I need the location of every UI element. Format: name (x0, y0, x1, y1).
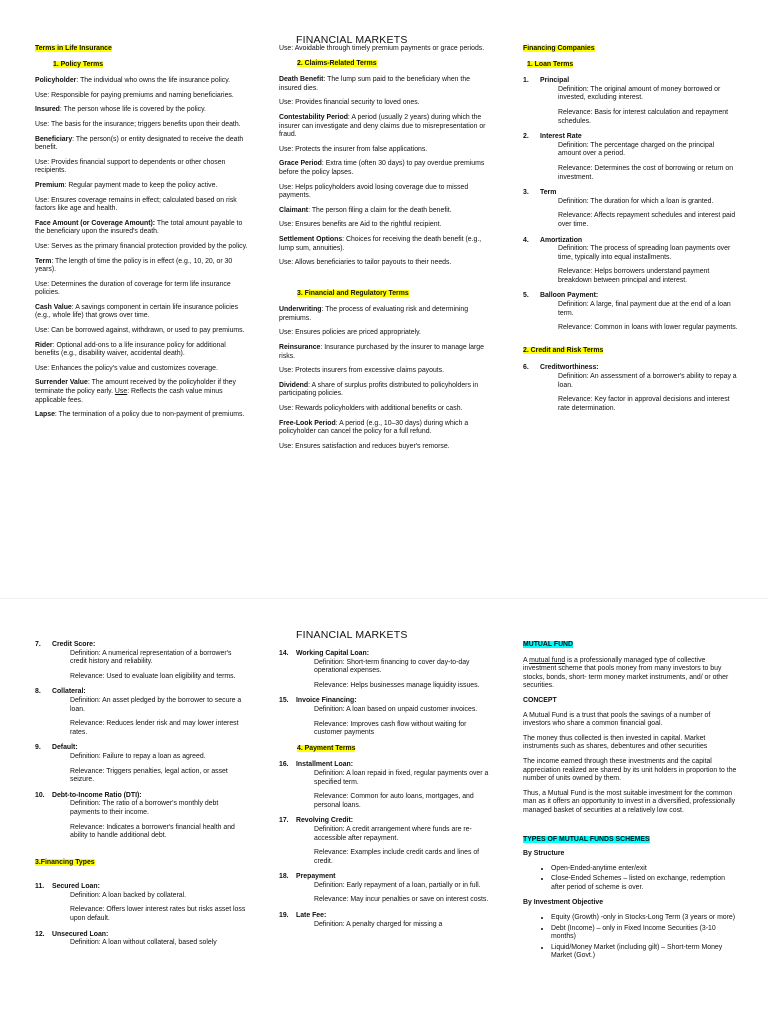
item-relevance: Relevance: Reduces lender risk and may lower interest rates. (70, 720, 239, 736)
item-number: 8. (35, 688, 41, 696)
item-number: 15. (279, 697, 289, 705)
bullet-item: • Equity (Growth) -only in Stocks-Long Term (3 years or more) (551, 914, 738, 923)
item-term: Unsecured Loan: (52, 930, 109, 938)
item-number: 4. (523, 236, 529, 244)
item-heading (35, 641, 250, 650)
item-relevance: Relevance: Helps businesses manage liquidity issues. (314, 681, 480, 689)
paragraph: A Mutual Fund is a trust that pools the savings of a number of investors who share a common financial goal. (523, 711, 711, 728)
item-heading (279, 817, 493, 826)
item-relevance: Relevance: Affects repayment schedules and interest paid over time. (558, 212, 736, 228)
item-number: 1. (523, 77, 529, 85)
term-name: Death Benefit (279, 76, 324, 84)
term-name: Policyholder (35, 77, 77, 85)
term-name: Lapse (35, 411, 55, 419)
document-page-2 (0, 598, 768, 1025)
item-definition: Definition: A penalty charged for missing a (314, 920, 443, 928)
use-text: Use: Protects the insurer from false applications. (279, 145, 428, 153)
term-entry (35, 182, 250, 191)
term-definition: : The individual who owns the life insurance policy. (76, 77, 231, 85)
use-text: Use: Ensures coverage remains in effect; calculated based on risk factors like age and health. (35, 196, 237, 213)
subsection-heading: 3.Financing Types (35, 858, 95, 866)
paragraph: Thus, a Mutual Fund is the most suitable investment for the common man as it offers an opportunity to invest in a diversified, professionally managed basket of securities at a relatively low cost. (523, 789, 736, 814)
term-entry (35, 106, 250, 115)
item-definition: Definition: A loan repaid in fixed, regular payments over a specified term. (314, 769, 489, 786)
term-entry (35, 304, 250, 321)
item-term: Balloon Payment: (540, 292, 599, 300)
item-relevance: Relevance: Offers lower interest rates but risks asset loss upon default. (70, 906, 246, 923)
term-definition: : The lump sum paid to the beneficiary when the insured dies. (279, 76, 470, 92)
item-definition: Definition: Early repayment of a loan, partially or in full. (314, 881, 481, 889)
term-definition: : The person(s) or entity designated to receive the death benefit. (35, 135, 244, 152)
item-definition: Definition: A loan backed by collateral. (70, 891, 187, 899)
item-term: Principal (540, 77, 570, 85)
item-definition: Definition: The duration for which a loan is granted. (558, 197, 714, 205)
item-term: Prepayment (296, 873, 336, 881)
use-text: Use: Ensures benefits are Aid to the rightful recipient. (279, 221, 442, 229)
item-definition: Definition: A loan without collateral, based solely (70, 939, 217, 947)
term-definition: : The person filing a claim for the death benefit. (308, 206, 452, 214)
term-name: Face Amount (or Coverage Amount): (35, 219, 156, 227)
bullet-item: • Open-Ended-anytime enter/exit (551, 865, 738, 874)
item-heading (523, 189, 738, 198)
item-definition: Definition: A credit arrangement where funds are re-accessible after repayment. (314, 825, 472, 842)
term-name: Contestability Period (279, 113, 348, 121)
term-entry (35, 220, 250, 237)
item-heading (35, 883, 250, 892)
list-item (523, 292, 738, 332)
item-number: 19. (279, 912, 289, 920)
item-relevance: Relevance: Improves cash flow without waiting for customer payments (314, 720, 467, 737)
item-relevance: Relevance: Examples include credit cards and lines of credit. (314, 849, 480, 865)
subsection-heading: 2. Credit and Risk Terms (523, 346, 604, 354)
use-text: Use: Helps policyholders avoid losing coverage due to missed payments. (279, 183, 469, 200)
term-entry (279, 306, 493, 323)
term-definition: : A share of surplus profits distributed to policyholders in participating policies. (279, 381, 479, 398)
item-number: 3. (523, 189, 529, 197)
term-entry (279, 207, 493, 216)
item-definition: Definition: A large, final payment due at the end of a loan term. (558, 301, 731, 317)
item-term: Credit Score: (52, 641, 96, 648)
term-entry (35, 258, 250, 275)
item-number: 7. (35, 641, 41, 648)
term-list (279, 76, 493, 268)
item-heading (35, 931, 250, 940)
item-relevance: Relevance: Used to evaluate loan eligibility and terms. (70, 672, 236, 680)
term-name: Beneficiary (35, 135, 73, 143)
list-item (35, 931, 250, 948)
term-entry (279, 76, 493, 93)
term-name: Grace Period (279, 160, 322, 168)
use-text: Use: Avoidable through timely premium payments or grace periods. (279, 45, 485, 52)
list-item (35, 688, 250, 737)
financing-column (523, 45, 738, 420)
section-heading: TYPES OF MUTUAL FUNDS SCHEMES (523, 835, 650, 843)
claims-column (279, 45, 493, 457)
mutual-fund-column (523, 641, 738, 968)
item-term: Working Capital Loan: (296, 650, 369, 657)
term-entry (279, 236, 493, 253)
intro-paragraph: A mutual fund is a professionally managed type of collective investment scheme that pools money from many investors to buy stocks, bonds, short- term money market instruments, and/ or other securities. (523, 656, 729, 690)
item-term: Default: (52, 744, 78, 752)
item-heading (279, 697, 493, 706)
life-insurance-column (35, 45, 250, 426)
item-term: Late Fee: (296, 912, 327, 920)
list-item (35, 883, 250, 923)
term-definition: : The process of evaluating risk and determining premiums. (279, 306, 469, 322)
item-term: Invoice Financing: (296, 697, 357, 705)
bullet-item: • Close-Ended Schemes – listed on exchange, redemption after period of scheme is over. (551, 875, 738, 892)
item-relevance: Relevance: Common for auto loans, mortgages, and personal loans. (314, 793, 474, 809)
page-title: FINANCIAL MARKETS (296, 34, 408, 46)
objective-heading: By Investment Objective (523, 899, 604, 907)
list-item (523, 77, 738, 126)
term-definition: : Choices for receiving the death benefit (e.g., lump sum, annuities). (279, 235, 482, 252)
item-number: 17. (279, 817, 289, 825)
use-text: Use: Ensures satisfaction and reduces buyer's remorse. (279, 442, 450, 450)
list-item (523, 189, 738, 229)
item-term: Creditworthiness: (540, 364, 599, 372)
use-text: Use: Enhances the policy's value and customizes coverage. (35, 364, 218, 372)
use-text: Use: Rewards policyholders with additional benefits or cash. (279, 405, 463, 413)
section-heading: Terms in Life Insurance (35, 45, 112, 52)
list-item (523, 364, 738, 413)
structure-heading: By Structure (523, 850, 565, 858)
item-relevance: Relevance: Helps borrowers understand payment breakdown between principal and interest. (558, 268, 710, 284)
term-definition: : A savings component in certain life insurance policies (e.g., whole life) that grows over time. (35, 303, 239, 320)
term-definition: : The person whose life is covered by the policy. (59, 106, 206, 114)
list-item (523, 133, 738, 182)
item-number: 10. (35, 791, 45, 799)
subsection-heading: 1. Policy Terms (53, 60, 104, 68)
item-definition: Definition: A numerical representation of a borrower's credit history and reliability. (70, 649, 232, 666)
use-text: Use: Can be borrowed against, withdrawn, or used to pay premiums. (35, 327, 245, 335)
item-number: 9. (35, 744, 41, 752)
term-entry (279, 420, 493, 437)
item-number: 6. (523, 364, 529, 372)
numbered-list (35, 883, 250, 948)
list-item (279, 761, 493, 810)
section-heading: Financing Companies (523, 45, 595, 52)
item-term: Amortization (540, 236, 583, 244)
term-name: Term (35, 257, 52, 265)
item-definition: Definition: The process of spreading loan payments over time, typically into equal installments. (558, 245, 731, 261)
term-name: Surrender Value (35, 379, 88, 387)
term-definition: : Optional add-ons to a life insurance policy for additional benefits (e.g., disability waiver, accidental death). (35, 341, 226, 358)
item-heading (279, 873, 493, 882)
use-text: Use: Responsible for paying premiums and naming beneficiaries. (35, 91, 234, 99)
item-relevance: Relevance: Indicates a borrower's financial health and ability to handle additional debt. (70, 823, 235, 840)
list-item (279, 912, 493, 929)
item-term: Term (540, 189, 557, 197)
item-heading (523, 237, 738, 246)
use-text: Use: Determines the duration of coverage for term life insurance policies. (35, 280, 231, 297)
term-list (279, 306, 493, 451)
item-relevance: Relevance: Triggers penalties, legal action, or asset seizure. (70, 767, 228, 784)
item-term: Debt-to-Income Ratio (DTI): (52, 791, 142, 799)
item-heading (35, 688, 250, 697)
term-entry (279, 160, 493, 177)
bullet-list (523, 865, 738, 893)
item-definition: Definition: The original amount of money borrowed or invested, excluding interest. (558, 85, 721, 102)
term-name: Reinsurance (279, 344, 321, 352)
list-item (279, 697, 493, 737)
term-definition: : Insurance purchased by the insurer to manage large risks. (279, 344, 484, 360)
use-label: Use (114, 388, 128, 396)
item-definition: Definition: The ratio of a borrower's monthly debt payments to their income. (70, 800, 219, 816)
paragraph: The income earned through these investments and the capital appreciation realized are shared by its unit holders in proportion to the number of units owned by them. (523, 757, 737, 783)
item-number: 18. (279, 873, 289, 881)
bullet-item: • Debt (Income) – only in Fixed Income Securities (3-10 months) (551, 925, 738, 942)
term-name: Cash Value (35, 303, 72, 311)
item-heading (35, 744, 250, 753)
paragraph: The money thus collected is then invested in capital. Market instruments such as shares, debentures and other securities (523, 734, 708, 751)
concept-heading: CONCEPT (523, 696, 557, 704)
payment-column (279, 650, 493, 936)
item-heading (35, 792, 250, 801)
subsection-heading: 3. Financial and Regulatory Terms (297, 289, 409, 297)
item-definition: Definition: The percentage charged on the principal amount over a period. (558, 141, 715, 158)
numbered-list (35, 641, 250, 841)
use-text: Use: Serves as the primary financial protection provided by the policy. (35, 242, 248, 250)
term-entry (35, 342, 250, 359)
item-number: 5. (523, 292, 529, 300)
item-number: 2. (523, 133, 529, 141)
mutual-fund-link[interactable]: mutual fund (529, 656, 566, 664)
bullet-item: • Liquid/Money Market (including gilt) – Short-term Money Market (Govt.) (551, 944, 738, 961)
paragraph-list (523, 712, 738, 816)
term-name: Free-Look Period (279, 419, 336, 427)
subsection-heading: 2. Claims-Related Terms (297, 59, 377, 67)
use-text: Use: Protects insurers from excessive claims payouts. (279, 367, 445, 375)
use-text: Use: The basis for the insurance; triggers benefits upon their death. (35, 120, 241, 128)
term-definition: : The length of time the policy is in effect (e.g., 10, 20, or 30 years). (35, 257, 233, 274)
term-entry (35, 379, 250, 405)
item-relevance: Relevance: May incur penalties or save on interest costs. (314, 896, 489, 904)
use-text: Use: Ensures policies are priced appropriately. (279, 329, 421, 337)
item-heading (523, 292, 738, 301)
list-item (35, 641, 250, 681)
subsection-heading: 1. Loan Terms (527, 60, 574, 68)
term-name: Rider (35, 341, 53, 349)
use-text: : Reflects the cash value minus applicable fees. (35, 388, 223, 404)
term-entry (279, 344, 493, 361)
term-definition: : Extra time (often 30 days) to pay overdue premiums before the policy lapses. (279, 160, 485, 176)
term-name: Dividend (279, 381, 309, 389)
numbered-list (523, 77, 738, 333)
item-heading (523, 133, 738, 142)
term-definition: : Regular payment made to keep the policy active. (64, 181, 218, 189)
item-definition: Definition: Short-term financing to cover day-to-day operational expenses. (314, 658, 470, 675)
term-definition: The total amount payable to the beneficiary upon the insured's death. (35, 219, 243, 236)
list-item (35, 744, 250, 784)
term-list (35, 77, 250, 373)
item-number: 14. (279, 650, 289, 657)
item-definition: Definition: An assessment of a borrower's ability to repay a loan. (558, 373, 737, 389)
term-name: Premium (35, 181, 65, 189)
term-name: Settlement Options (279, 235, 343, 243)
term-name: Claimant (279, 206, 309, 214)
numbered-list (279, 650, 493, 738)
use-text: Use: Provides financial security to loved ones. (279, 99, 420, 107)
item-term: Revolving Credit: (296, 817, 354, 825)
numbered-list (523, 364, 738, 413)
term-entry (35, 136, 250, 153)
item-relevance: Relevance: Basis for interest calculation and repayment schedules. (558, 108, 729, 125)
item-heading (523, 364, 738, 373)
list-item (279, 817, 493, 866)
item-heading (523, 77, 738, 86)
item-definition: Definition: An asset pledged by the borrower to secure a loan. (70, 696, 242, 713)
subsection-heading: 4. Payment Terms (297, 744, 356, 752)
use-text: Use: Provides financial support to dependents or other chosen recipients. (35, 158, 226, 175)
item-number: 11. (35, 883, 45, 891)
term-entry (279, 382, 493, 399)
list-item (279, 650, 493, 690)
item-heading (279, 912, 493, 921)
term-definition: : The amount received by the policyholder if they terminate the policy early. (35, 379, 236, 396)
term-entry (35, 411, 250, 420)
bullet-list (523, 914, 738, 961)
numbered-list (279, 761, 493, 929)
term-name: Insured (35, 106, 60, 114)
use-text: Use: Allows beneficiaries to tailor payouts to their needs. (279, 259, 452, 267)
credit-column (35, 641, 250, 955)
item-term: Installment Loan: (296, 761, 354, 769)
item-definition: Definition: A loan based on unpaid customer invoices. (314, 705, 478, 713)
section-heading: MUTUAL FUND (523, 641, 574, 648)
item-number: 12. (35, 930, 45, 938)
item-term: Collateral: (52, 688, 86, 696)
page-title: FINANCIAL MARKETS (296, 629, 408, 641)
term-definition: : The termination of a policy due to non-payment of premiums. (54, 411, 245, 419)
term-name: Underwriting (279, 306, 322, 314)
item-definition: Definition: Failure to repay a loan as agreed. (70, 752, 206, 760)
item-relevance: Relevance: Common in loans with lower regular payments. (558, 324, 738, 332)
term-definition: : A period (e.g., 10–30 days) during which a policyholder can cancel the policy for a full refund. (279, 419, 469, 436)
term-entry (279, 114, 493, 140)
term-entry (35, 77, 250, 86)
list-item (523, 237, 738, 286)
item-relevance: Relevance: Key factor in approval decisions and interest rate determination. (558, 396, 730, 412)
item-heading (279, 650, 493, 659)
item-term: Interest Rate (540, 133, 582, 141)
item-number: 16. (279, 761, 289, 769)
item-term: Secured Loan: (52, 883, 100, 891)
item-heading (279, 761, 493, 770)
list-item (35, 792, 250, 841)
term-definition: : A period (usually 2 years) during which the insurer can investigate and deny claims due to misrepresentation or fraud. (279, 113, 486, 139)
item-relevance: Relevance: Determines the cost of borrowing or return on investment. (558, 164, 734, 181)
list-item (279, 873, 493, 905)
